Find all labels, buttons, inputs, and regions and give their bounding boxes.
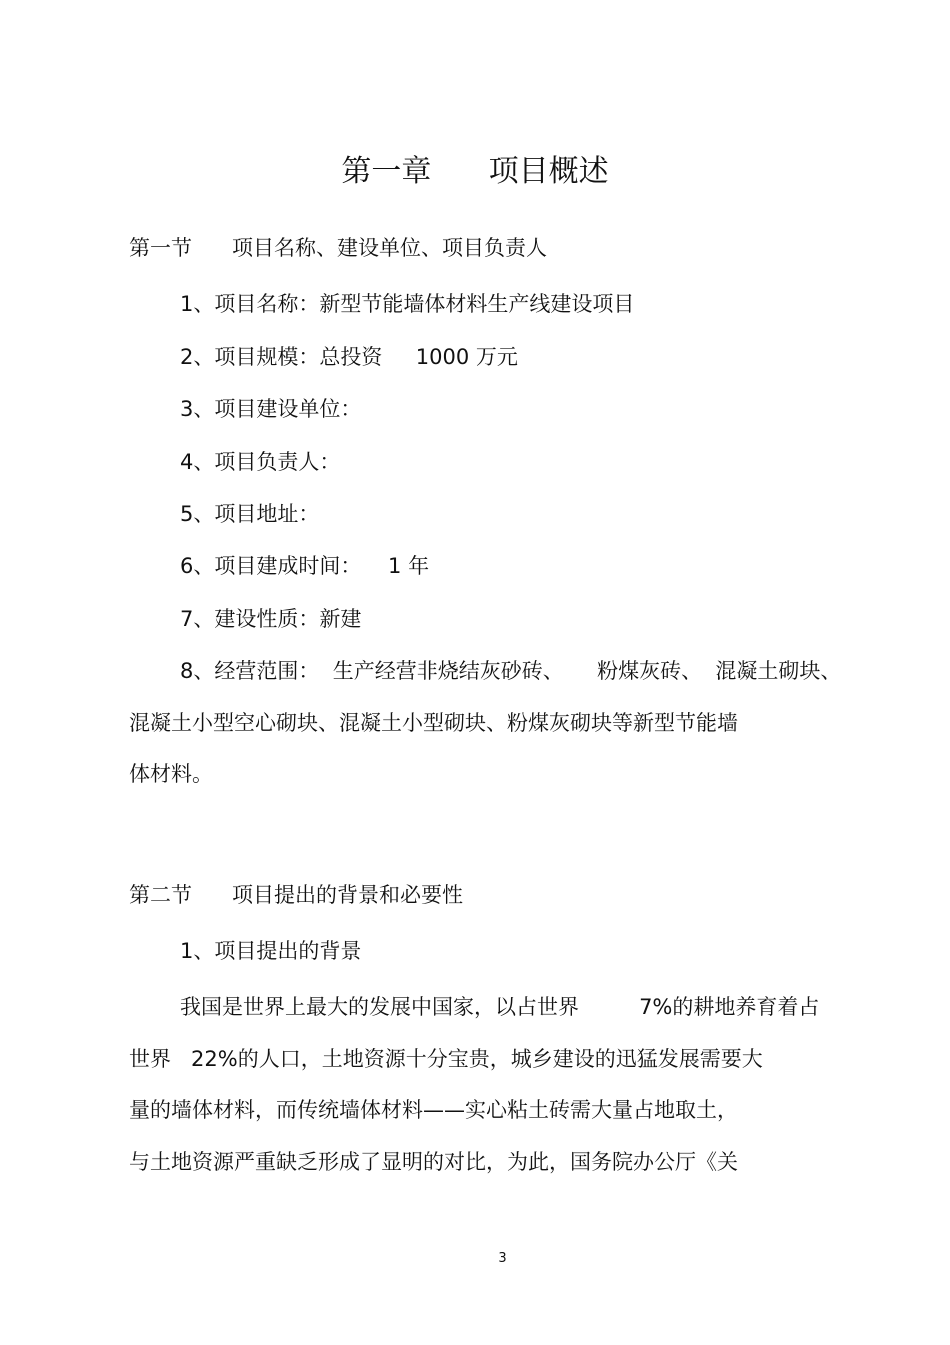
item-project-leader: 4、项目负责人： bbox=[180, 450, 341, 474]
business-scope-continuation: 体材料。 bbox=[129, 762, 213, 786]
background-paragraph-line: 与土地资源严重缺乏形成了显明的对比，为此，国务院办公厅《关 bbox=[129, 1150, 738, 1174]
business-scope-continuation: 混凝土小型空心砌块、混凝土小型砌块、粉煤灰砌块等新型节能墙 bbox=[129, 711, 738, 735]
item-construction-nature: 7、建设性质：新建 bbox=[180, 607, 362, 631]
background-paragraph-line: 我国是世界上最大的发展中国家，以占世界 7%的耕地养育着占 bbox=[180, 995, 820, 1019]
background-paragraph-line: 量的墙体材料，而传统墙体材料——实心粘土砖需大量占地取土， bbox=[129, 1098, 738, 1122]
item-project-address: 5、项目地址： bbox=[180, 502, 320, 526]
item-completion-time: 6、项目建成时间： 1 年 bbox=[180, 554, 430, 578]
chapter-title: 第一章 项目概述 bbox=[341, 154, 609, 189]
section2-subheading: 1、项目提出的背景 bbox=[180, 939, 362, 963]
item-business-scope: 8、经营范围： 生产经营非烧结灰砂砖、 粉煤灰砖、 混凝土砌块、 bbox=[180, 659, 842, 683]
section2-heading: 第二节 项目提出的背景和必要性 bbox=[129, 883, 464, 907]
page-number: 3 bbox=[498, 1251, 507, 1266]
background-paragraph-line: 世界 22%的人口，土地资源十分宝贵，城乡建设的迅猛发展需要大 bbox=[129, 1047, 763, 1071]
item-project-scale: 2、项目规模：总投资 1000 万元 bbox=[180, 345, 518, 369]
item-construction-unit: 3、项目建设单位： bbox=[180, 397, 362, 421]
item-project-name: 1、项目名称：新型节能墙体材料生产线建设项目 bbox=[180, 292, 635, 316]
section1-heading: 第一节 项目名称、建设单位、项目负责人 bbox=[129, 236, 548, 260]
